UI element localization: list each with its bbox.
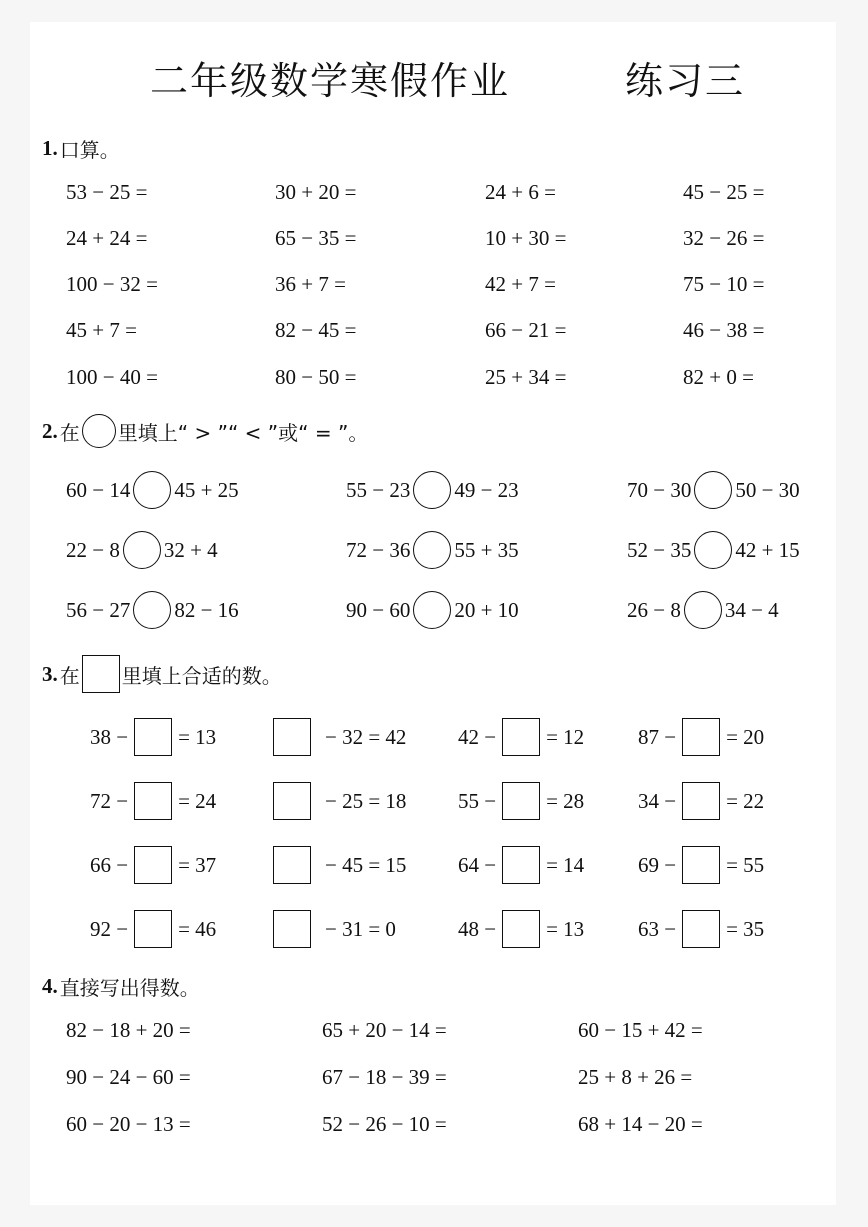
fill-in-left: 64 − [458, 852, 497, 877]
fill-in-problem [638, 846, 764, 884]
oral-calc-problem: 10 + 30 = [485, 226, 567, 250]
section2-heading [42, 414, 368, 448]
section3-heading [42, 655, 282, 693]
compare-left: 52 − 35 [627, 537, 692, 562]
mixed-calc-problem: 68 + 14 − 20 = [578, 1112, 703, 1136]
fill-in-right: = 24 [178, 788, 217, 813]
section3-number: 3. [42, 661, 58, 686]
compare-problem [66, 471, 239, 509]
fill-in-problem [90, 846, 216, 884]
answer-box[interactable] [682, 782, 720, 820]
compare-right: 49 − 23 [454, 477, 519, 502]
fill-in-problem [458, 846, 584, 884]
answer-box[interactable] [682, 846, 720, 884]
fill-in-right: = 12 [546, 724, 585, 749]
fill-in-problem [638, 718, 764, 756]
compare-right: 42 + 15 [735, 537, 800, 562]
mixed-calc-problem: 90 − 24 − 60 = [66, 1065, 191, 1089]
fill-in-problem [273, 910, 396, 948]
oral-calc-problem: 45 + 7 = [66, 318, 137, 342]
oral-calc-problem: 24 + 24 = [66, 226, 148, 250]
section2-number: 2. [42, 418, 58, 443]
circle-icon [82, 414, 116, 448]
mixed-calc-problem: 25 + 8 + 26 = [578, 1065, 693, 1089]
fill-in-right: = 14 [546, 852, 585, 877]
compare-left: 56 − 27 [66, 597, 131, 622]
compare-circle-blank[interactable] [413, 591, 451, 629]
fill-in-left: 55 − [458, 788, 497, 813]
compare-left: 72 − 36 [346, 537, 411, 562]
mixed-calc-problem: 52 − 26 − 10 = [322, 1112, 447, 1136]
fill-in-left: 66 − [90, 852, 129, 877]
fill-in-right: − 32 = 42 [325, 724, 407, 749]
compare-problem [627, 471, 800, 509]
compare-circle-blank[interactable] [684, 591, 722, 629]
answer-box[interactable] [273, 782, 311, 820]
oral-calc-problem: 82 − 45 = [275, 318, 357, 342]
oral-calc-problem: 42 + 7 = [485, 272, 556, 296]
answer-box[interactable] [273, 846, 311, 884]
section3-suffix: 里填上合适的数。 [121, 663, 282, 688]
compare-right: 82 − 16 [174, 597, 239, 622]
answer-box[interactable] [273, 718, 311, 756]
compare-left: 26 − 8 [627, 597, 681, 622]
mixed-calc-problem: 60 − 15 + 42 = [578, 1018, 703, 1042]
fill-in-left: 87 − [638, 724, 677, 749]
oral-calc-problem: 46 − 38 = [683, 318, 765, 342]
compare-problem [627, 591, 779, 629]
oral-calc-problem: 65 − 35 = [275, 226, 357, 250]
compare-right: 20 + 10 [454, 597, 519, 622]
oral-calc-problem: 100 − 32 = [66, 272, 158, 296]
mixed-calc-problem: 60 − 20 − 13 = [66, 1112, 191, 1136]
section4-heading [42, 972, 200, 1001]
oral-calc-problem: 45 − 25 = [683, 180, 765, 204]
fill-in-problem [458, 718, 584, 756]
fill-in-left: 42 − [458, 724, 497, 749]
fill-in-problem [90, 718, 216, 756]
fill-in-right: = 20 [726, 724, 765, 749]
fill-in-problem [273, 846, 406, 884]
oral-calc-problem: 25 + 34 = [485, 365, 567, 389]
page-title [150, 50, 770, 102]
fill-in-problem [273, 782, 406, 820]
compare-circle-blank[interactable] [694, 471, 732, 509]
section1-number: 1. [42, 136, 58, 160]
answer-box[interactable] [134, 718, 172, 756]
fill-in-right: − 25 = 18 [325, 788, 407, 813]
compare-left: 90 − 60 [346, 597, 411, 622]
oral-calc-problem: 53 − 25 = [66, 180, 148, 204]
compare-problem [346, 591, 519, 629]
section2-prefix: 在 [59, 420, 80, 445]
fill-in-left: 72 − [90, 788, 129, 813]
fill-in-problem [458, 782, 584, 820]
fill-in-left: 34 − [638, 788, 677, 813]
fill-in-right: = 22 [726, 788, 765, 813]
answer-box[interactable] [682, 718, 720, 756]
compare-circle-blank[interactable] [133, 471, 171, 509]
compare-right: 34 − 4 [724, 597, 779, 622]
fill-in-right: = 13 [546, 916, 585, 941]
oral-calc-problem: 75 − 10 = [683, 272, 765, 296]
compare-right: 55 + 35 [454, 537, 519, 562]
fill-in-right: − 45 = 15 [325, 852, 407, 877]
section2-suffix: 里填上“ > ”“ < ”或“ = ”。 [117, 420, 369, 445]
fill-in-problem [90, 910, 216, 948]
compare-problem [346, 531, 519, 569]
fill-in-problem [90, 782, 216, 820]
compare-left: 70 − 30 [627, 477, 692, 502]
section3-prefix: 在 [59, 663, 80, 688]
compare-problem [627, 531, 800, 569]
oral-calc-problem: 66 − 21 = [485, 318, 567, 342]
compare-problem [66, 591, 239, 629]
answer-box[interactable] [502, 782, 540, 820]
fill-in-left: 92 − [90, 916, 129, 941]
section4-label: 直接写出得数。 [59, 976, 200, 1000]
fill-in-right: = 37 [178, 852, 217, 877]
answer-box[interactable] [273, 910, 311, 948]
fill-in-problem [638, 782, 764, 820]
fill-in-left: 38 − [90, 724, 129, 749]
fill-in-right: = 46 [178, 916, 217, 941]
fill-in-right: = 13 [178, 724, 217, 749]
compare-problem [346, 471, 519, 509]
answer-box[interactable] [682, 910, 720, 948]
answer-box[interactable] [502, 910, 540, 948]
mixed-calc-problem: 67 − 18 − 39 = [322, 1065, 447, 1089]
section1-label: 口算。 [59, 138, 120, 162]
compare-circle-blank[interactable] [133, 591, 171, 629]
compare-circle-blank[interactable] [123, 531, 161, 569]
oral-calc-problem: 82 + 0 = [683, 365, 754, 389]
fill-in-left: 48 − [458, 916, 497, 941]
compare-left: 60 − 14 [66, 477, 131, 502]
answer-box[interactable] [134, 782, 172, 820]
oral-calc-problem: 100 − 40 = [66, 365, 158, 389]
fill-in-left: 69 − [638, 852, 677, 877]
fill-in-right: = 28 [546, 788, 585, 813]
fill-in-problem [273, 718, 406, 756]
section4-number: 4. [42, 974, 58, 998]
fill-in-right: − 31 = 0 [325, 916, 396, 941]
compare-right: 32 + 4 [163, 537, 218, 562]
answer-box[interactable] [502, 846, 540, 884]
answer-box[interactable] [134, 910, 172, 948]
oral-calc-problem: 32 − 26 = [683, 226, 765, 250]
answer-box[interactable] [502, 718, 540, 756]
square-box-icon [82, 655, 120, 693]
mixed-calc-problem: 65 + 20 − 14 = [322, 1018, 447, 1042]
fill-in-right: = 55 [726, 852, 765, 877]
answer-box[interactable] [134, 846, 172, 884]
title-sub: 练习三 [625, 59, 746, 103]
compare-left: 22 − 8 [66, 537, 120, 562]
compare-right: 50 − 30 [735, 477, 800, 502]
oral-calc-problem: 80 − 50 = [275, 365, 357, 389]
mixed-calc-problem: 82 − 18 + 20 = [66, 1018, 191, 1042]
fill-in-problem [638, 910, 764, 948]
oral-calc-problem: 24 + 6 = [485, 180, 556, 204]
fill-in-left: 63 − [638, 916, 677, 941]
compare-circle-blank[interactable] [413, 531, 451, 569]
compare-left: 55 − 23 [346, 477, 411, 502]
compare-circle-blank[interactable] [694, 531, 732, 569]
oral-calc-problem: 30 + 20 = [275, 180, 357, 204]
oral-calc-problem: 36 + 7 = [275, 272, 346, 296]
title-main: 二年级数学寒假作业 [150, 59, 511, 103]
fill-in-right: = 35 [726, 916, 765, 941]
fill-in-problem [458, 910, 584, 948]
compare-circle-blank[interactable] [413, 471, 451, 509]
compare-right: 45 + 25 [174, 477, 239, 502]
section1-heading [42, 134, 120, 163]
compare-problem [66, 531, 218, 569]
